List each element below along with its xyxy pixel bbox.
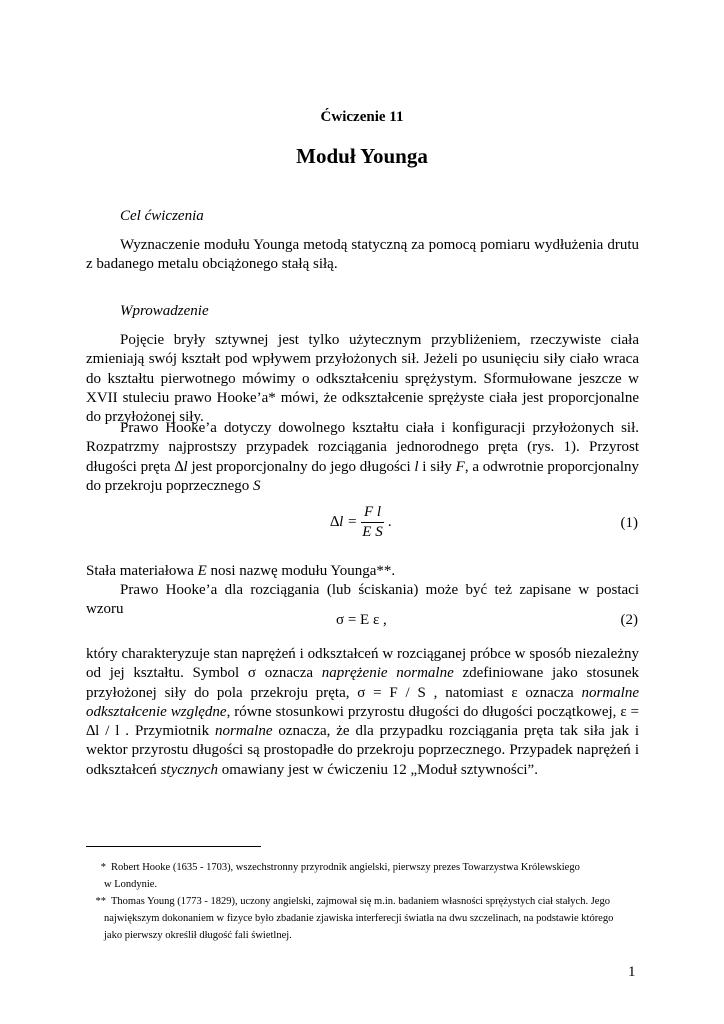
footnote-separator [86, 846, 261, 847]
exercise-number: Ćwiczenie 11 [320, 109, 404, 125]
intro-heading: Wprowadzenie [120, 303, 209, 319]
footnote-2: ** Thomas Young (1773 - 1829), uczony angielski, zajmował się m.in. badaniem własności sprężystych ciał stałych. Jego największym dokonaniem w fizyce było zbadanie zjawiska interferecji światła na dwu szczelinach, na podstawie którego jako pierwszy określił długość fali świetlnej. [86, 893, 639, 944]
equation-1-denominator: E S [362, 524, 383, 540]
goal-paragraph: Wyznaczenie modułu Younga metodą statyczną za pomocą pomiaru wydłużenia drutu z badanego metalu obciążonego stałą siłą. [86, 237, 639, 273]
footnote-1: * Robert Hooke (1635 - 1703), wszechstronny przyrodnik angielski, pierwszy prezes Towarzystwa Królewskiego w Londynie. [86, 859, 639, 893]
equation-2: σ = E ε , [336, 612, 387, 628]
intro-paragraph-4: Prawo Hooke’a dla rozciągania (lub ściskania) może być też zapisane w postaci wzoru [86, 582, 639, 618]
equation-1-lhs: ∆l = [330, 513, 358, 530]
intro-paragraph-2: Prawo Hooke’a dotyczy dowolnego kształtu ciała i konfiguracji przyłożonych sił. Rozpatrzmy najprostszy przypadek rozciągania jednorodnego pręta (rys. 1). Przyrost długości pręta ∆l jest proporcjonalny do jego długości l i siły F, a odwrotnie proporcjonalny do przekroju poprzecznego S [86, 420, 639, 494]
goal-heading: Cel ćwiczenia [120, 208, 204, 224]
intro-paragraph-3: Stała materiałowa E nosi nazwę modułu Younga**. [86, 563, 396, 579]
equation-1: ∆l = $\frac{\text{F l}}{\text{E S}}$ . [330, 504, 392, 540]
equation-2-label: (2) [620, 612, 638, 628]
page-title: Moduł Younga [296, 144, 428, 168]
equation-1-fraction [361, 504, 384, 541]
intro-paragraph-5: który charakteryzuje stan naprężeń i odkształceń w rozciąganej próbce w sposób niezależny od jej kształtu. Symbol σ oznacza naprężenie normalne zdefiniowane jako stosunek przyłożonej siły do pola przekroju pręta, σ = F / S , natomiast ε oznacza normalne odkształcenie względne, równe stosunkowi przyrostu długości do długości początkowej, ε = ∆l / l . Przymiotnik normalne oznacza, że dla przypadku rozciągania pręta tak siła jak i wektor przyrostu długości są prostopadłe do przekroju poprzecznego. Przypadek naprężeń i odkształceń stycznych omawiany jest w ćwiczeniu 12 „Moduł sztywności”. [86, 646, 640, 778]
footnote-2-mark: ** [95, 896, 106, 907]
equation-1-label: (1) [620, 515, 638, 531]
intro-paragraph-1: Pojęcie bryły sztywnej jest tylko użytecznym przybliżeniem, rzeczywiste ciała zmieniają swój kształt pod wpływem przyłożonych sił. Jeżeli po usunięciu siły ciało wraca do kształtu pierwotnego mówimy o odkształceniu sprężystym. Sformułowane jeszcze w XVII stuleciu prawo Hooke’a* mówi, że odkształcenie sprężyste ciała jest proporcjonalne do przyłożonej siły. [86, 332, 639, 426]
page-number: 1 [628, 964, 636, 980]
equation-1-numerator: F l [361, 504, 384, 523]
footnote-1-mark: * [100, 862, 106, 873]
